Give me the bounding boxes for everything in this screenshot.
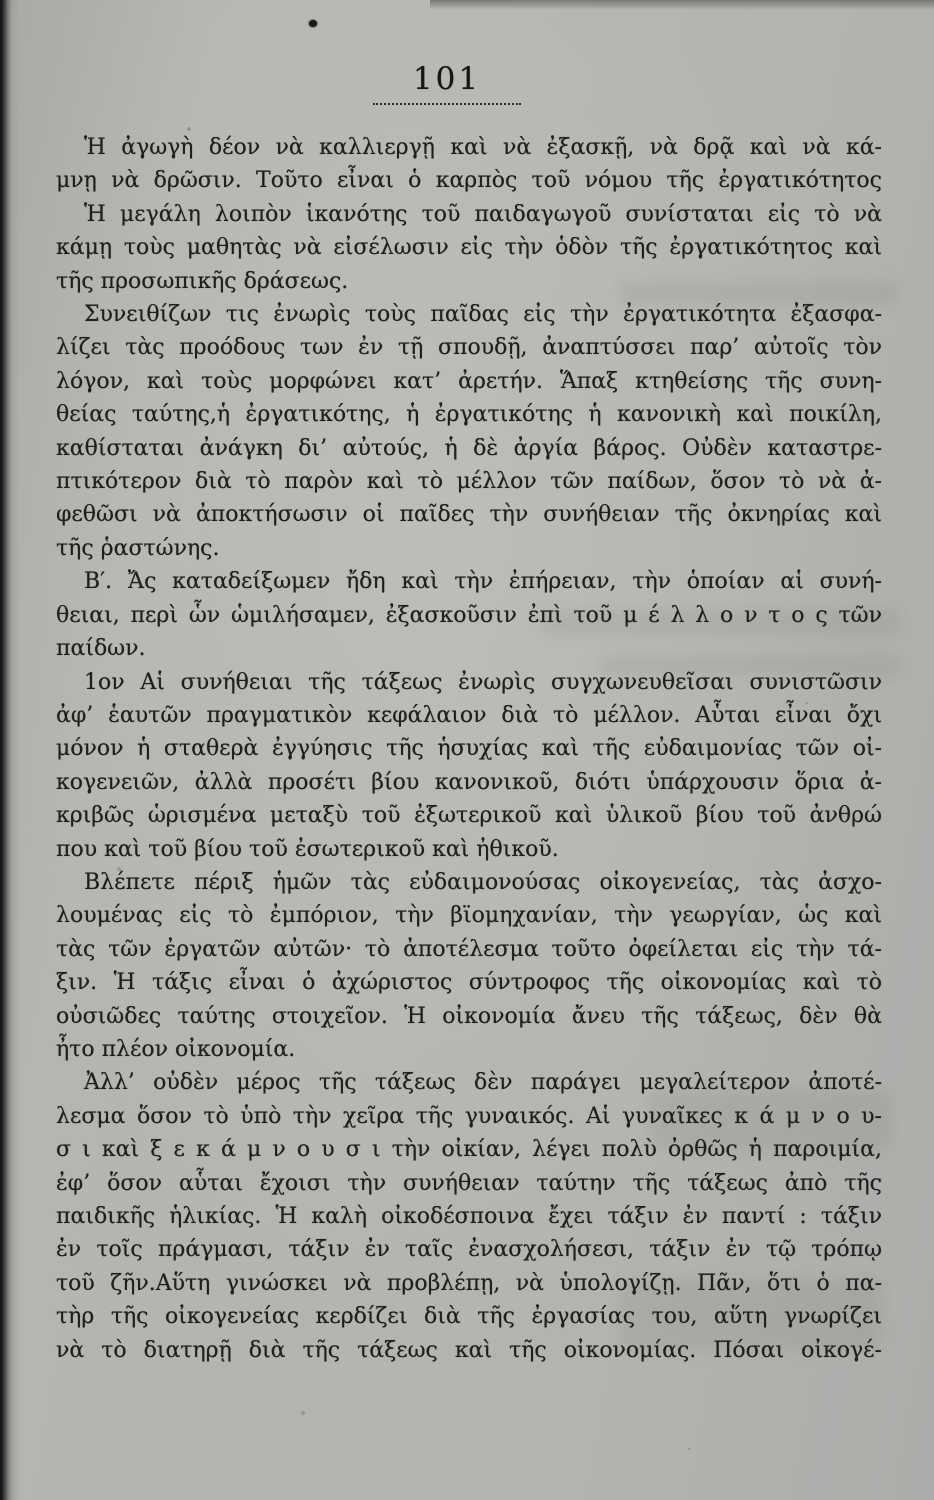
text-line: πτικότερον διὰ τὸ παρὸν καὶ τὸ μέλλον τῶν παίδων, ὅσον τὸ νὰ ἀ- [56,469,882,495]
text-line: σ ι καὶ ξ ε κ ά μ ν ο υ σ ι τὴν οἰκίαν, λέγει πολὺ ὀρθῶς ἡ παροιμία, [56,1137,882,1163]
page-header-inner [373,62,521,105]
text-line: Β′. Ἄς καταδείξωμεν ἤδη καὶ τὴν ἐπήρειαν, τὴν ὁποίαν αἱ συνή- [84,569,882,595]
text-line: κριβῶς ὡρισμένα μεταξὺ τοῦ ἐξωτερικοῦ καὶ ὑλικοῦ βίου τοῦ ἀνθρώ [56,803,882,829]
text-line: καθίσταται ἀνάγκη δι’ αὐτούς, ἡ δὲ ἀργία βάρος. Οὐδὲν καταστρε- [56,435,882,461]
text-line: τὴρ τῆς οἰκογενείας κερδίζει διὰ τῆς ἐργασίας του, αὕτη γνωρίζει [56,1304,882,1330]
text-line: τὰς τῶν ἐργατῶν αὐτῶν· τὸ ἀποτέλεσμα τοῦτο ὀφείλεται εἰς τὴν τά- [56,936,882,962]
text-line: νὰ τὸ διατηρῇ διὰ τῆς τάξεως καὶ τῆς οἰκονομίας. Πόσαι οἰκογέ- [56,1337,882,1363]
text-line: τῆς προσωπικῆς δράσεως. [56,268,349,294]
text-line: κάμῃ τοὺς μαθητὰς νὰ εἰσέλωσιν εἰς τὴν ὁδὸν τῆς ἐργατικότητος καὶ [56,235,882,261]
paper-specks [0,0,2,2]
text-line: ἦτο πλέον οἰκονομία. [56,1036,296,1062]
text-line: που καὶ τοῦ βίου τοῦ ἐσωτερικοῦ καὶ ἠθικοῦ. [56,836,559,862]
text-line: τῆς ῥαστώνης. [56,535,220,561]
text-line: ξιν. Ἡ τάξις εἶναι ὁ ἀχώριστος σύντροφος τῆς οἰκονομίας καὶ τὸ [56,970,882,996]
text-line: θειαι, περὶ ὧν ὡμιλήσαμεν, ἐξασκοῦσιν ἐπὶ τοῦ μ έ λ λ ο ν τ ο ς τῶν [56,602,882,628]
text-line: ἀφ’ ἑαυτῶν πραγματικὸν κεφάλαιον διὰ τὸ μέλλον. Αὗται εἶναι ὄχι [56,702,882,728]
page-number-rule [373,101,521,105]
text-line: φεθῶσι νὰ ἀποκτήσωσιν οἱ παῖδες τὴν συνήθειαν τῆς ὀκνηρίας καὶ [56,502,882,528]
text-line: τοῦ ζῆν.Αὕτη γινώσκει νὰ προβλέπῃ, νὰ ὑπολογίζῃ. Πᾶν, ὅτι ὁ πα- [56,1270,882,1296]
text-line: κογενειῶν, ἀλλὰ προσέτι βίου κανονικοῦ, διότι ὑπάρχουσιν ὅρια ἀ- [56,769,882,795]
page-top-shadow [430,0,934,10]
text-line: λεσμα ὅσον τὸ ὑπὸ τὴν χεῖρα τῆς γυναικός. Αἱ γυναῖκες κ ά μ ν ο υ- [56,1103,882,1129]
paragraph [56,666,882,866]
binding-shadow [0,0,20,1500]
paragraph [56,866,882,1066]
text-line: λόγον, καὶ τοὺς μορφώνει κατ’ ἀρετήν. Ἅπαξ κτηθείσης τῆς συνη- [56,368,882,394]
text-line: παίδων. [56,636,146,662]
paragraph [56,1066,882,1367]
text-line: παιδικῆς ἡλικίας. Ἡ καλὴ οἰκοδέσποινα ἔχει τάξιν ἐν παντί : τάξιν [56,1204,882,1229]
paragraph [56,565,882,665]
ink-speck [309,20,317,27]
paragraph [56,198,882,298]
text-line: ἐφ’ ὅσον αὗται ἔχοισι τὴν συνήθειαν ταύτην τῆς τάξεως ἀπὸ τῆς [56,1170,882,1196]
page-number: 101 [412,61,482,97]
paragraph [56,298,882,565]
text-line: Συνειθίζων τις ἐνωρὶς τοὺς παῖδας εἰς τὴν ἐργατικότητα ἐξασφα- [84,302,882,328]
paragraph [56,131,882,198]
text-line: Βλέπετε πέριξ ἡμῶν τὰς εὐδαιμονούσας οἰκογενείας, τὰς ἀσχο- [84,869,882,895]
page-body [56,131,882,1367]
text-line: μνῃ νὰ δρῶσιν. Τοῦτο εἶναι ὁ καρπὸς τοῦ νόμου τῆς ἐργατικότητος [56,168,882,194]
text-line: ἐν τοῖς πράγμασι, τάξιν ἐν ταῖς ἐνασχολήσεσι, τάξιν ἐν τῷ τρόπῳ [56,1237,882,1263]
text-line: Ἀλλ’ οὐδὲν μέρος τῆς τάξεως δὲν παράγει μεγαλείτερον ἀποτέ- [84,1070,882,1096]
text-line: Ἡ μεγάλη λοιπὸν ἱκανότης τοῦ παιδαγωγοῦ συνίσταται εἰς τὸ νὰ [84,201,882,227]
text-line: Ἡ ἀγωγὴ δέον νὰ καλλιεργῇ καὶ νὰ ἐξασκῇ, νὰ δρᾷ καὶ νὰ κά- [84,135,882,160]
text-line: οὐσιῶδες ταύτης στοιχεῖον. Ἡ οἰκονομία ἄνευ τῆς τάξεως, δὲν θὰ [56,1003,882,1029]
text-line: λίζει τὰς προόδους των ἐν τῇ σπουδῇ, ἀναπτύσσει παρ’ αὐτοῖς τὸν [56,335,882,361]
page-header [0,62,934,105]
text-line: θείας ταύτης,ἡ ἐργατικότης, ἡ ἐργατικότης ἡ κανονικὴ καὶ ποικίλη, [56,402,882,428]
text-line: λουμένας εἰς τὸ ἐμπόριον, τὴν βϊομηχανίαν, τὴν γεωργίαν, ὡς καὶ [56,903,882,929]
text-line: 1ον Αἱ συνήθειαι τῆς τάξεως ἐνωρὶς συγχωνευθεῖσαι συνιστῶσιν [84,669,882,695]
text-line: μόνον ἡ σταθερὰ ἐγγύησις τῆς ἡσυχίας καὶ τῆς εὐδαιμονίας τῶν οἰ- [56,736,882,762]
